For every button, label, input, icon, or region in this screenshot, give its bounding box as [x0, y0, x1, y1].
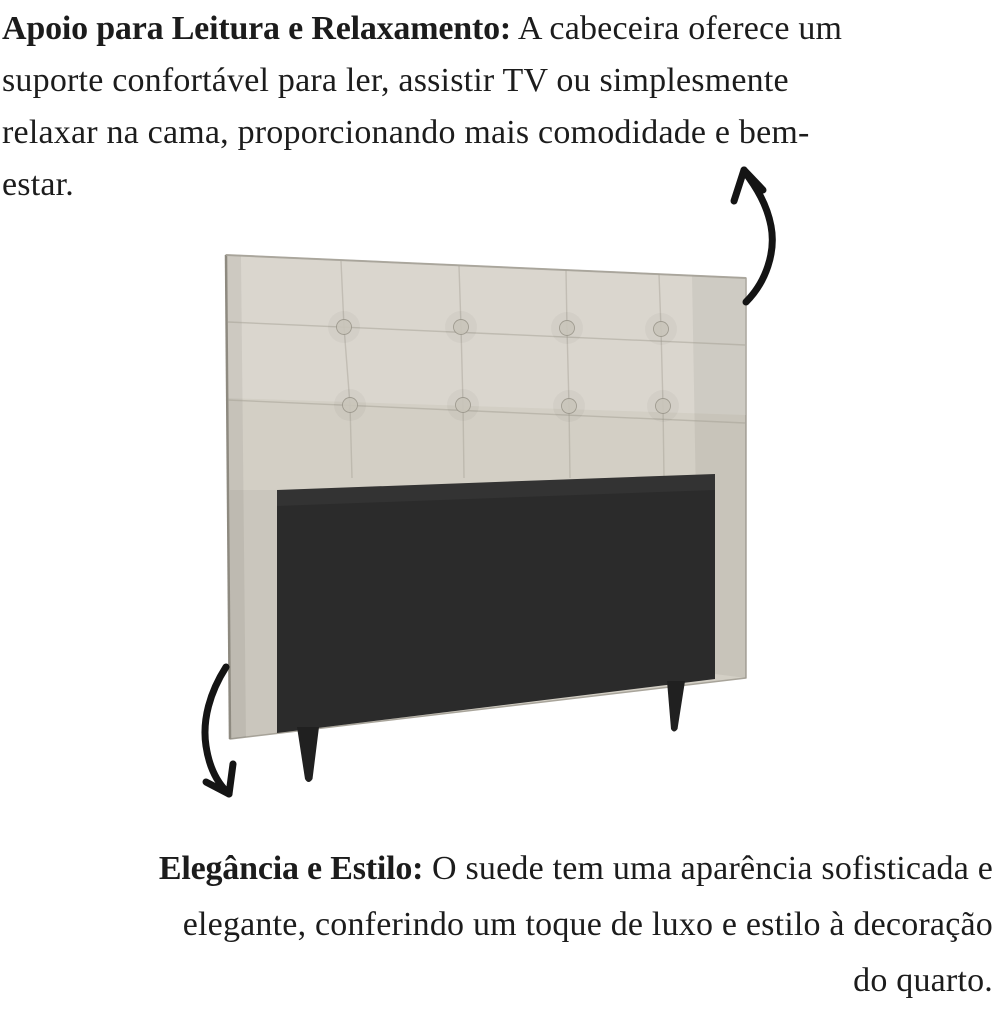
- bottom-annotation-line-1: [5, 841, 993, 897]
- tufting-button: [343, 398, 358, 413]
- top-annotation-line-3: relaxar na cama, proporcionando mais comodidade e bem-: [2, 114, 810, 151]
- top-annotation-line-1: [2, 3, 994, 55]
- bottom-annotation-body: O suede tem uma aparência sofisticada e: [423, 850, 993, 887]
- tufting-button: [654, 322, 669, 337]
- headboard-back-panel: [277, 474, 715, 733]
- tufting-button: [562, 399, 577, 414]
- tufting-button: [456, 398, 471, 413]
- headboard-leg-right: [667, 681, 685, 732]
- top-annotation: [2, 3, 994, 211]
- headboard-leg-left: [297, 727, 319, 782]
- bottom-annotation-line-2: elegante, conferindo um toque de luxo e estilo à decoração: [182, 906, 993, 943]
- bottom-annotation-line-3: do quarto.: [853, 962, 993, 999]
- top-annotation-heading: Apoio para Leitura e Relaxamento:: [2, 10, 511, 47]
- top-annotation-line-4: estar.: [2, 166, 75, 203]
- tufting-button: [560, 321, 575, 336]
- top-annotation-body: A cabeceira oferece um: [511, 10, 843, 47]
- bottom-annotation: [5, 841, 993, 1009]
- top-annotation-line-2: suporte confortável para ler, assistir TV ou simplesmente: [2, 62, 789, 99]
- bottom-annotation-heading: Elegância e Estilo:: [158, 850, 424, 887]
- tufting-button: [656, 399, 671, 414]
- tufting-button: [454, 320, 469, 335]
- tufting-button: [337, 320, 352, 335]
